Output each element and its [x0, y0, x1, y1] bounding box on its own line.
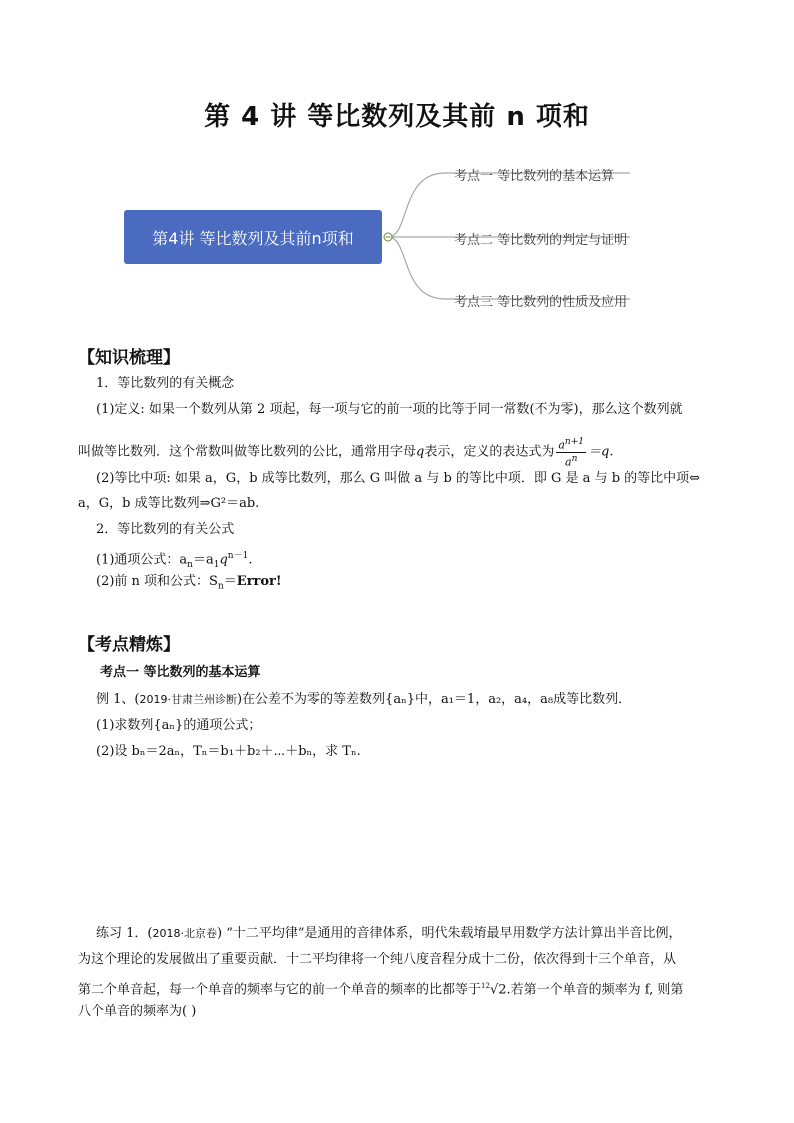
- practice-1-line-3: 第二个单音起，每一个单音的频率与它的前一个单音的频率的比都等于$^{12}$√2.若第一个单音的频率为 f, 则第: [78, 982, 684, 998]
- formulas-subtitle: 2．等比数列的有关公式: [96, 522, 235, 537]
- mindmap-branch-3: 考点三 等比数列的性质及应用: [454, 295, 628, 310]
- section-header-practice: 【考点精炼】: [78, 635, 180, 655]
- mindmap-branch-2: 考点二 等比数列的判定与证明: [454, 233, 628, 248]
- mindmap-central-node: 第4讲 等比数列及其前n项和: [124, 210, 382, 264]
- geometric-mean-line-2: a，G，b 成等比数列⇒G²＝ab.: [78, 496, 260, 511]
- sum-formula: (2)前 n 项和公式：$S_n=Error$!: [96, 574, 282, 592]
- page-title: 第 4 讲 等比数列及其前 n 项和: [204, 102, 590, 132]
- practice-1-line-2: 为这个理论的发展做出了重要贡献．十二平均律将一个纯八度音程分成十二份，依次得到十三个单音，从: [78, 952, 677, 967]
- general-term-formula: (1)通项公式：$a_n=a_1q^{n-1}$.: [96, 551, 253, 570]
- mindmap-connectors: [0, 0, 794, 330]
- definition-line-2: 叫做等比数列．这个常数叫做等比数列的公比，通常用字母q表示，定义的表达式为 $\frac{a^{n+1}}{a^n}$ ＝q.: [78, 437, 614, 469]
- example-1-question-2: (2)设 bₙ＝2aₙ，Tₙ＝b₁＋b₂＋⋯＋bₙ，求 Tₙ.: [96, 744, 361, 759]
- key-point-1-title: 考点一 等比数列的基本运算: [100, 665, 261, 680]
- example-1-question-1: (1)求数列{aₙ}的通项公式；: [96, 718, 262, 733]
- mindmap-branch-1: 考点一 等比数列的基本运算: [454, 169, 615, 184]
- ratio-fraction: $\frac{a^{n+1}}{a^n}$: [558, 437, 584, 469]
- practice-1-line-1: 练习 1．(2018·北京卷) “十二平均律”是通用的音律体系，明代朱载堉最早用数学方法计算出半音比例，: [96, 926, 682, 941]
- practice-1-line-4: 八个单音的频率为( ): [78, 1004, 197, 1019]
- section-header-knowledge: 【知识梳理】: [78, 348, 180, 368]
- definition-line-1: (1)定义: 如果一个数列从第 2 项起，每一项与它的前一项的比等于同一常数(不为零)，那么这个数列就: [96, 402, 683, 417]
- concepts-subtitle: 1．等比数列的有关概念: [96, 376, 235, 391]
- example-1-stem: 例 1、(2019·甘肃兰州诊断)在公差不为零的等差数列{aₙ}中，a₁＝1，a₂，a₄，a₈成等比数列．: [96, 692, 632, 707]
- geometric-mean-line-1: (2)等比中项: 如果 a，G，b 成等比数列，那么 G 叫做 a 与 b 的等比中项．即 G 是 a 与 b 的等比中项⇔: [96, 471, 701, 486]
